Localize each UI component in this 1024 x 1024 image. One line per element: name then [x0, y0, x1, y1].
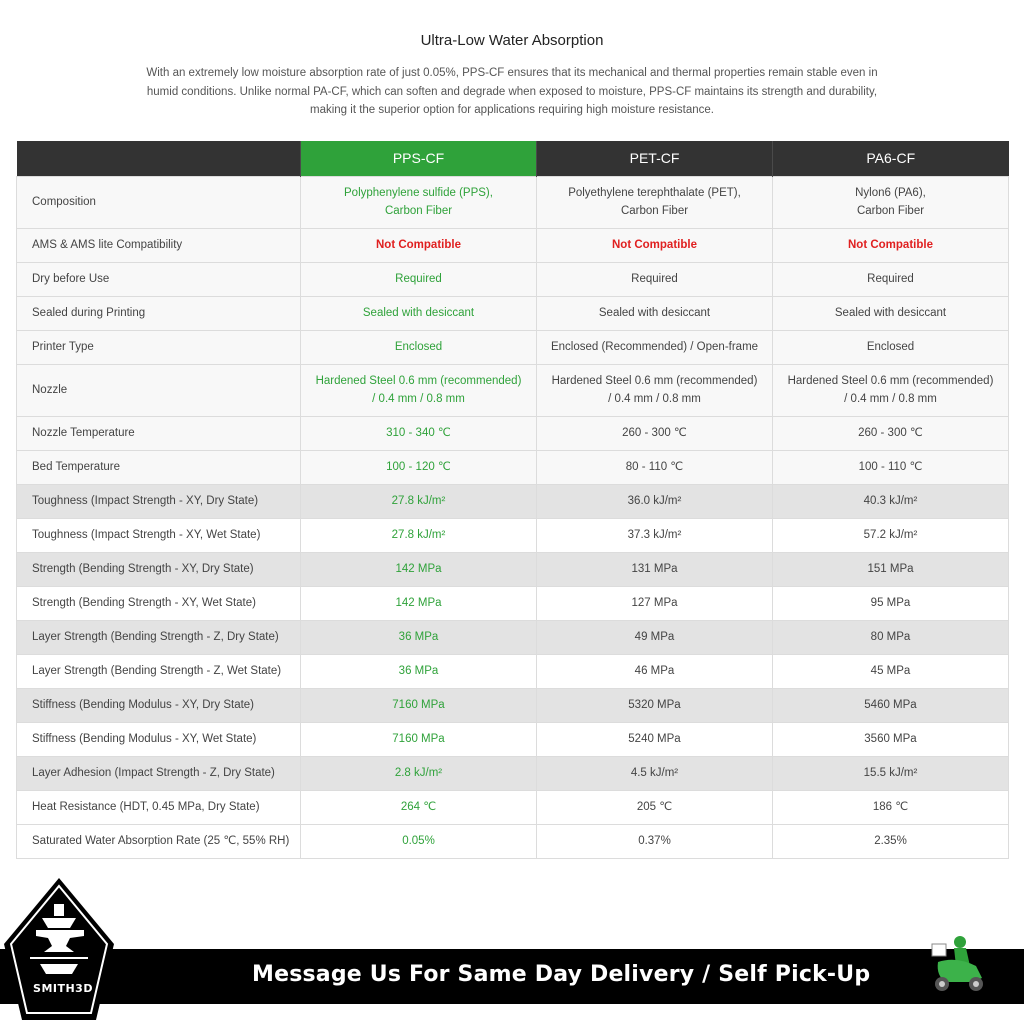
cell-line: Hardened Steel 0.6 mm (recommended) [315, 375, 522, 387]
row-label: Printer Type [17, 330, 301, 364]
row-label: Stiffness (Bending Modulus - XY, Dry State) [17, 688, 301, 722]
table-row [17, 364, 1009, 416]
cell-pa6: Enclosed [773, 330, 1009, 364]
cell-pa6 [773, 176, 1009, 228]
cell-pet: 80 - 110 ℃ [537, 450, 773, 484]
table-row [17, 518, 1009, 552]
cell-pet [537, 364, 773, 416]
row-label: Saturated Water Absorption Rate (25 ℃, 55% RH) [17, 824, 301, 858]
cell-pps: 27.8 kJ/m² [301, 484, 537, 518]
cell-pet: 205 ℃ [537, 790, 773, 824]
table-row [17, 552, 1009, 586]
cell-pet: Not Compatible [537, 228, 773, 262]
cell-pps: Required [301, 262, 537, 296]
cell-pps: 100 - 120 ℃ [301, 450, 537, 484]
table-row [17, 586, 1009, 620]
cell-pa6: 260 - 300 ℃ [773, 416, 1009, 450]
table-row [17, 416, 1009, 450]
table-row [17, 330, 1009, 364]
table-row [17, 790, 1009, 824]
cell-pps: 36 MPa [301, 620, 537, 654]
cell-line: Hardened Steel 0.6 mm (recommended) [787, 375, 994, 387]
cell-pet: 5240 MPa [537, 722, 773, 756]
cell-pps: 36 MPa [301, 654, 537, 688]
cell-pet: 37.3 kJ/m² [537, 518, 773, 552]
row-label: Heat Resistance (HDT, 0.45 MPa, Dry State) [17, 790, 301, 824]
cell-line: / 0.4 mm / 0.8 mm [608, 393, 701, 405]
page-title: Ultra-Low Water Absorption [420, 32, 604, 49]
header-pet-cf: PET-CF [537, 141, 773, 176]
cell-pps: 2.8 kJ/m² [301, 756, 537, 790]
cell-pet: 260 - 300 ℃ [537, 416, 773, 450]
row-label: Strength (Bending Strength - XY, Dry State) [17, 552, 301, 586]
intro-line-2: humid conditions. Unlike normal PA-CF, which can soften and degrade when exposed to moisture, PPS-CF maintains its strength and durability, [146, 85, 878, 98]
cell-pps: 0.05% [301, 824, 537, 858]
cell-pa6: 15.5 kJ/m² [773, 756, 1009, 790]
cell-pps: 264 ℃ [301, 790, 537, 824]
cell-pet: 127 MPa [537, 586, 773, 620]
header-pps-cf: PPS-CF [301, 141, 537, 176]
cell-pet: 131 MPa [537, 552, 773, 586]
cell-pet: 46 MPa [537, 654, 773, 688]
header-blank [17, 141, 301, 176]
table-row [17, 296, 1009, 330]
cell-pa6: 5460 MPa [773, 688, 1009, 722]
cell-pps: 310 - 340 ℃ [301, 416, 537, 450]
cell-pet: Enclosed (Recommended) / Open-frame [537, 330, 773, 364]
table-row [17, 620, 1009, 654]
row-label: Layer Adhesion (Impact Strength - Z, Dry State) [17, 756, 301, 790]
cell-pps: 142 MPa [301, 586, 537, 620]
cell-pa6: 2.35% [773, 824, 1009, 858]
row-label: Composition [17, 176, 301, 228]
cell-pps [301, 364, 537, 416]
intro-line-3: making it the superior option for applications requiring high moisture resistance. [310, 104, 714, 116]
table-header-row [17, 141, 1009, 176]
cell-pa6: 80 MPa [773, 620, 1009, 654]
cell-line: / 0.4 mm / 0.8 mm [844, 393, 937, 405]
row-label: Layer Strength (Bending Strength - Z, Wet State) [17, 654, 301, 688]
cell-pa6: 57.2 kJ/m² [773, 518, 1009, 552]
row-label: Toughness (Impact Strength - XY, Dry State) [17, 484, 301, 518]
row-label: Sealed during Printing [17, 296, 301, 330]
row-label: AMS & AMS lite Compatibility [17, 228, 301, 262]
delivery-banner-text: Message Us For Same Day Delivery / Self Pick-Up [252, 962, 871, 987]
cell-pa6: 45 MPa [773, 654, 1009, 688]
cell-pa6: 3560 MPa [773, 722, 1009, 756]
table-row [17, 450, 1009, 484]
cell-pet: 36.0 kJ/m² [537, 484, 773, 518]
anvil-logo-icon [0, 874, 118, 1024]
cell-pps: 27.8 kJ/m² [301, 518, 537, 552]
row-label: Nozzle Temperature [17, 416, 301, 450]
table-row [17, 176, 1009, 228]
cell-pa6: 40.3 kJ/m² [773, 484, 1009, 518]
table-row [17, 484, 1009, 518]
cell-pps [301, 176, 537, 228]
row-label: Toughness (Impact Strength - XY, Wet State) [17, 518, 301, 552]
cell-pet: 49 MPa [537, 620, 773, 654]
cell-pet: 5320 MPa [537, 688, 773, 722]
cell-pa6: Not Compatible [773, 228, 1009, 262]
cell-line: Carbon Fiber [856, 205, 925, 217]
table-row [17, 262, 1009, 296]
delivery-scooter-icon [926, 932, 988, 996]
cell-pps: Enclosed [301, 330, 537, 364]
cell-pa6: 95 MPa [773, 586, 1009, 620]
row-label: Layer Strength (Bending Strength - Z, Dry State) [17, 620, 301, 654]
cell-line: Polyethylene terephthalate (PET), [568, 187, 741, 199]
intro-line-1: With an extremely low moisture absorption rate of just 0.05%, PPS-CF ensures that its mechanical and thermal properties remain stable even in [146, 67, 878, 79]
table-row [17, 722, 1009, 756]
cell-pa6: 151 MPa [773, 552, 1009, 586]
cell-pps: 7160 MPa [301, 688, 537, 722]
cell-pps: Not Compatible [301, 228, 537, 262]
table-row [17, 824, 1009, 858]
table-row [17, 654, 1009, 688]
logo-text: SMITH3D [33, 982, 93, 995]
cell-pps: 7160 MPa [301, 722, 537, 756]
cell-pa6: Required [773, 262, 1009, 296]
cell-pps: Sealed with desiccant [301, 296, 537, 330]
row-label: Stiffness (Bending Modulus - XY, Wet State) [17, 722, 301, 756]
cell-line: Carbon Fiber [384, 205, 453, 217]
cell-pet: 4.5 kJ/m² [537, 756, 773, 790]
cell-pa6 [773, 364, 1009, 416]
table-row [17, 228, 1009, 262]
cell-pet: 0.37% [537, 824, 773, 858]
cell-pa6: 186 ℃ [773, 790, 1009, 824]
intro-paragraph [140, 64, 884, 120]
cell-pet [537, 176, 773, 228]
cell-line: Hardened Steel 0.6 mm (recommended) [551, 375, 758, 387]
comparison-table [16, 141, 1009, 859]
cell-pa6: 100 - 110 ℃ [773, 450, 1009, 484]
cell-pet: Sealed with desiccant [537, 296, 773, 330]
table-row [17, 756, 1009, 790]
cell-line: Carbon Fiber [620, 205, 689, 217]
row-label: Bed Temperature [17, 450, 301, 484]
row-label: Strength (Bending Strength - XY, Wet State) [17, 586, 301, 620]
header-pa6-cf: PA6-CF [773, 141, 1009, 176]
table-row [17, 688, 1009, 722]
cell-line: Nylon6 (PA6), [855, 187, 926, 199]
row-label: Dry before Use [17, 262, 301, 296]
cell-line: Polyphenylene sulfide (PPS), [344, 187, 493, 199]
cell-pet: Required [537, 262, 773, 296]
row-label: Nozzle [17, 364, 301, 416]
cell-pa6: Sealed with desiccant [773, 296, 1009, 330]
cell-line: / 0.4 mm / 0.8 mm [372, 393, 465, 405]
cell-pps: 142 MPa [301, 552, 537, 586]
